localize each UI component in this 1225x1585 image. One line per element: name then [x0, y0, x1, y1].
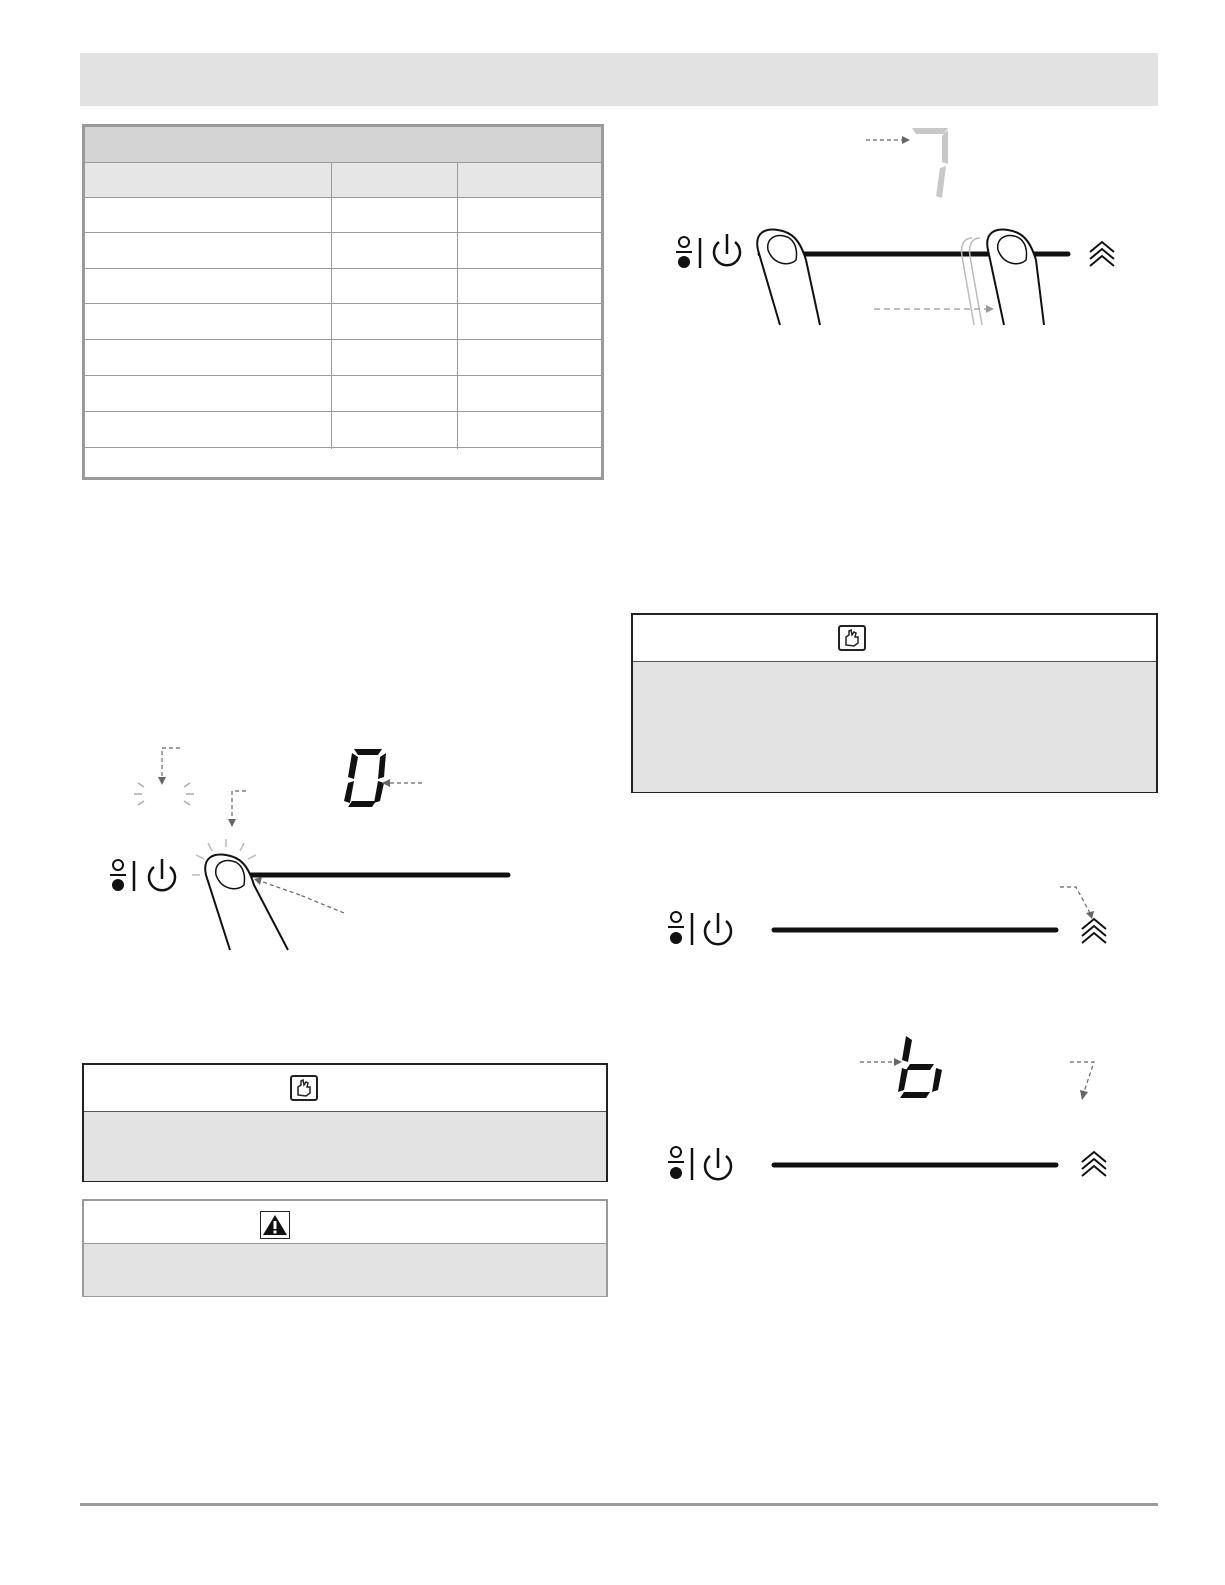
hand-note-icon	[290, 1075, 318, 1101]
finger-press-graphic	[757, 230, 820, 325]
note-body-band	[84, 1111, 606, 1181]
boost-graphic	[660, 1030, 1140, 1190]
boost-chevron-icon	[1082, 1152, 1106, 1176]
pot-symbol	[344, 749, 386, 807]
table-footer-row	[85, 449, 601, 477]
slide-control-graphic	[660, 120, 1140, 335]
warning-triangle-icon	[260, 1211, 290, 1239]
settings-table	[82, 124, 604, 480]
burner-selector-icon	[668, 912, 692, 945]
table-col-divider	[457, 163, 458, 449]
table-row	[85, 305, 601, 340]
warning-body-band	[84, 1243, 606, 1296]
table-row	[85, 413, 601, 448]
power-icon	[705, 1148, 731, 1179]
table-title-row	[85, 127, 601, 163]
note-box-left	[82, 1063, 608, 1182]
boost-diagram	[660, 1030, 1140, 1190]
table-col-divider	[331, 163, 332, 449]
page-header-band	[80, 53, 1158, 106]
table-row	[85, 269, 601, 304]
power-icon	[714, 234, 740, 265]
footer-rule	[80, 1503, 1158, 1506]
boost-b-symbol	[898, 1036, 942, 1098]
table-row	[85, 198, 601, 233]
table-row	[85, 377, 601, 412]
table-row	[85, 341, 601, 376]
press-here-graphic	[660, 865, 1140, 955]
burner-selector-icon	[110, 860, 134, 891]
hand-note-icon	[838, 625, 866, 651]
finger-press-graphic	[205, 855, 288, 950]
power-icon	[705, 913, 731, 944]
warning-box	[82, 1199, 608, 1297]
power-icon	[149, 859, 175, 890]
finger-slide-graphic	[987, 230, 1044, 325]
simmer-graphic	[100, 735, 540, 955]
boost-chevron-icon	[1090, 242, 1114, 266]
note-body-band	[633, 661, 1156, 792]
note-box-right	[631, 613, 1158, 793]
table-header-row	[85, 163, 601, 198]
simmer-diagram	[100, 735, 540, 955]
table-row	[85, 234, 601, 269]
burner-selector-icon	[668, 1147, 692, 1180]
press-here-diagram	[660, 865, 1140, 955]
burner-selector-icon	[676, 237, 700, 268]
readout-digit-seven	[912, 128, 948, 198]
slide-control-diagram	[660, 120, 1140, 335]
boost-chevron-icon	[1082, 919, 1106, 943]
